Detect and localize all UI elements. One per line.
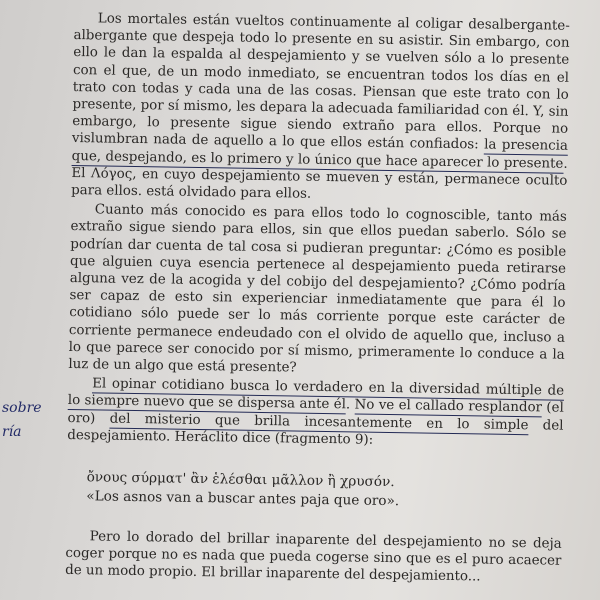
book-page — [65, 10, 570, 587]
heraclitus-quote — [66, 468, 563, 514]
paragraph-1-text-a: Los mortales están vueltos continuamente al coligar desalbergante-albergante que despeja todo lo presente en su asistir. Sin embargo, con ello le dan la espalda al despejamiento y se vuelven sólo a lo presente con el que, de un modo inmediato, se encuentran todos los días en el trato con todas y cada una de las cosas. Piensan que este trato con lo presente, por sí mismo, les depara la adecuada familiaridad con él. Y, sin embargo, lo presente sigue siendo extraño para ellos. Porque no vislumbran nada de aquello a lo que ellos están confiados: — [71, 11, 570, 153]
paragraph-3-text-b: (el oro) — [67, 400, 564, 427]
underlined-phrase-3: No ve el callado resplandor — [354, 397, 543, 416]
paragraph-3 — [67, 375, 564, 452]
paragraph-4: Pero lo dorado del brillar inaparente del despejamiento no se deja coger porque no es nada que pueda cogerse sino que es el puro acaecer de un modo propio. El brillar inaparente del despejamiento... — [65, 529, 562, 585]
paragraph-3-text-a: . — [345, 397, 355, 413]
underlined-phrase-1: la presencia que, despejando, es lo primero y lo único que hace aparecer lo presente — [71, 137, 569, 172]
margin-note-2: ría — [2, 424, 22, 440]
paragraph-1-text-b: . El Λόγος, en cuyo despejamiento se mueven y están, permanece oculto para ellos. está olvidado para ellos. — [71, 156, 568, 202]
margin-note-1: sobre — [2, 400, 42, 416]
underlined-phrase-4: del misterio que brilla incesantemente en lo simple — [109, 411, 529, 433]
quote-translation: «Los asnos van a buscar antes paja que oro». — [86, 488, 400, 510]
paragraph-3-text-c: del despejamiento. Heráclito dice (fragmento 9): — [67, 417, 564, 448]
paragraph-1 — [71, 10, 570, 207]
paragraph-2: Cuanto más conocido es para ellos todo lo cognoscible, tanto más extraño sigue siendo para ellos, sin que ellos puedan saberlo. Sólo se podrían dar cuenta de tal cosa si pudieran preguntar: ¿Cómo es posible que alguien cuya esencia pertenece al despejamiento pueda retirarse alguna vez de la acogida y del cobijo del despejamiento? ¿Cómo podría ser capaz de esto sin experienciar inmediatamente que para él lo cotidiano sólo puede ser lo más corriente porque este carácter de corriente permanece endeudado con el olvido de aquello que, incluso a lo que parece ser conocido por sí mismo, primeramente lo conduce a la luz de un algo que está presente? — [68, 202, 567, 376]
quote-greek: ὄνους σύρματ' ἂν ἑλέσθαι μᾶλλον ἢ χρυσόν. — [86, 469, 395, 491]
underlined-phrase-2: El opinar cotidiano busca lo verdadero en la diversidad múltiple de lo siempre nuevo que se dispersa ante él — [67, 376, 565, 413]
